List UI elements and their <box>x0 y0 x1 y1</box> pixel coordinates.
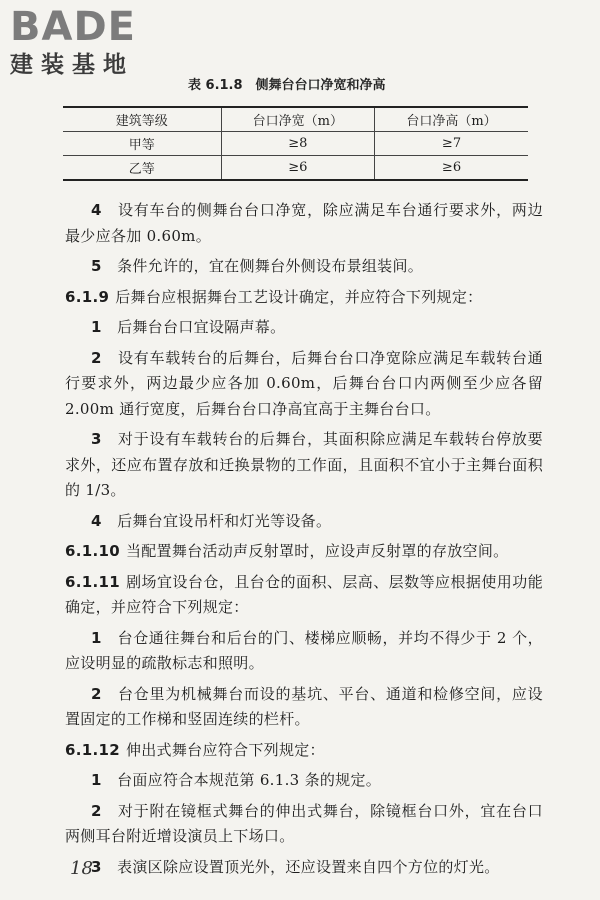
table-cell: 甲等 <box>63 132 221 156</box>
clause-item: 5 条件允许的，宜在侧舞台外侧设布景组装间。 <box>91 257 424 275</box>
clause-item: 1 台仓通往舞台和后台的门、楼梯应顺畅，并均不得少于 2 个，应设明显的疏散标志和照明。 <box>65 628 543 672</box>
clause-item: 1 后舞台台口宜设隔声幕。 <box>91 318 286 336</box>
section-clause: 6.1.12 伸出式舞台应符合下列规定： <box>65 740 325 759</box>
clause-item: 2 对于附在镜框式舞台的伸出式舞台，除镜框台口外，宜在台口两侧耳台附近增设演员上下场口。 <box>65 801 543 845</box>
clause-item: 4 后舞台宜设吊杆和灯光等设备。 <box>91 511 332 530</box>
table-caption: 表 6.1.8 侧舞台台口净宽和净高 <box>188 78 386 93</box>
site-logo <box>10 6 136 80</box>
stage-opening-table <box>63 106 528 181</box>
header-grade: 建筑等级 <box>63 107 221 132</box>
clause-item: 4 设有车台的侧舞台台口净宽，除应满足车台通行要求外，两边最少应各加 0.60m。 <box>65 201 543 245</box>
header-width: 台口净宽（m） <box>221 107 374 132</box>
table-row <box>63 156 528 181</box>
table-cell: ≥6 <box>221 156 374 181</box>
section-clause: 6.1.9 后舞台应根据舞台工艺设计确定，并应符合下列规定： <box>65 287 483 306</box>
table-cell: ≥6 <box>375 156 528 181</box>
table-header-row <box>63 107 528 132</box>
logo-text: BADE <box>10 4 136 50</box>
table-cell: ≥8 <box>221 132 374 156</box>
section-clause: 6.1.11 剧场宜设台仓，且台仓的面积、层高、层数等应根据使用功能确定，并应符合下列规定： <box>65 572 543 616</box>
header-height: 台口净高（m） <box>375 107 528 132</box>
section-clause: 6.1.10 当配置舞台活动声反射罩时，应设声反射罩的存放空间。 <box>65 542 509 560</box>
clause-item: 2 设有车载转台的后舞台，后舞台台口净宽除应满足车载转台通行要求外，两边最少应各加 0.60m，后舞台台口内两侧至少应各留 2.00m 通行宽度，后舞台台口净高宜高于主舞台台口。 <box>65 348 543 418</box>
clause-item: 2 台仓里为机械舞台而设的基坑、平台、通道和检修空间，应设置固定的工作梯和竖固连续的栏杆。 <box>65 684 543 728</box>
table-cell: 乙等 <box>63 156 221 181</box>
page-number: 18 <box>70 858 93 879</box>
logo-subtitle: 建装基地 <box>10 52 134 78</box>
clause-item: 3 对于设有车载转台的后舞台，其面积除应满足车载转台停放要求外，还应布置存放和迁换景物的工作面，且面积不宜小于主舞台面积的 1/3。 <box>65 430 543 499</box>
table-row <box>63 132 528 156</box>
table-cell: ≥7 <box>375 132 528 156</box>
document-body <box>65 198 543 885</box>
clause-item: 3 表演区除应设置顶光外，还应设置来自四个方位的灯光。 <box>91 857 500 876</box>
clause-item: 1 台面应符合本规范第 6.1.3 条的规定。 <box>91 771 382 789</box>
